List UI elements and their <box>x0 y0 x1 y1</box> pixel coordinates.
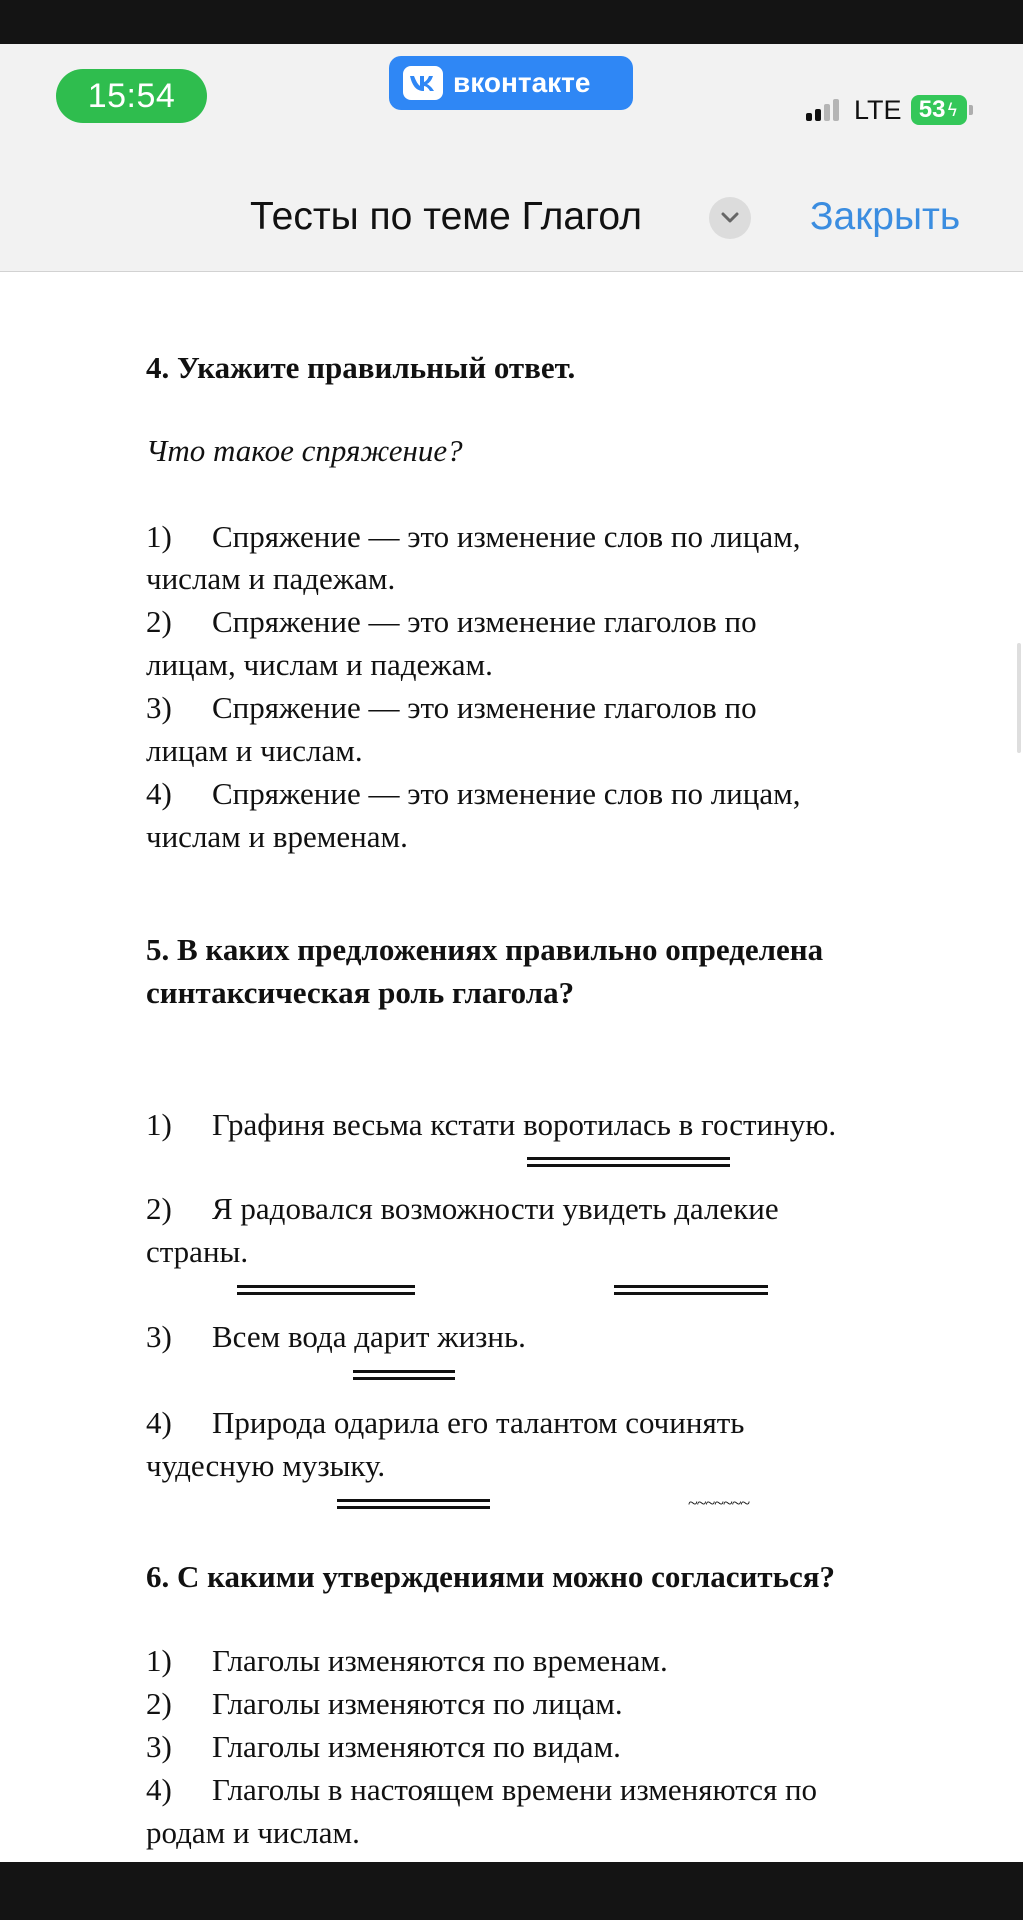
q6-option-4 <box>146 1772 817 1808</box>
option-number: 4) <box>146 776 172 811</box>
option-text: Спряжение — это изменение глаголов по <box>212 604 757 639</box>
q6-option-3 <box>146 1729 621 1765</box>
option-number: 1) <box>146 519 172 554</box>
screen <box>0 44 1023 1862</box>
network-type: LTE <box>854 94 902 125</box>
q6-option-2 <box>146 1686 623 1722</box>
option-text: Спряжение — это изменение слов по лицам, <box>212 776 801 811</box>
q4-option-1 <box>146 519 800 555</box>
option-text: Природа одарила его талантом сочинять <box>212 1405 745 1440</box>
option-number: 3) <box>146 1729 172 1764</box>
predicate-underline <box>237 1285 415 1295</box>
q5-option-4-cont: чудесную музыку. <box>146 1448 386 1483</box>
close-button[interactable]: Закрыть <box>810 195 961 238</box>
test-content <box>0 271 1023 1862</box>
q6-option-1 <box>146 1643 668 1679</box>
vk-logo-icon <box>403 66 443 100</box>
status-time: 15:54 <box>56 69 207 123</box>
q4-option-1-cont: числам и падежам. <box>146 561 396 596</box>
vk-app-label: вконтакте <box>453 67 591 98</box>
option-text: Глаголы изменяются по временам. <box>212 1643 668 1678</box>
option-number: 3) <box>146 1319 172 1354</box>
q5-option-2 <box>146 1191 779 1227</box>
status-indicators <box>806 90 967 130</box>
app-header <box>0 44 1023 272</box>
option-text: Я радовался возможности увидеть далекие <box>212 1191 779 1226</box>
q5-heading-line-1: 5. В каких предложениях правильно определена <box>146 932 824 967</box>
q4-option-4 <box>146 776 800 812</box>
battery-level: 53 <box>918 96 946 123</box>
option-text: Глаголы в настоящем времени изменяются по <box>212 1772 818 1807</box>
q4-heading: 4. Укажите правильный ответ. <box>146 350 576 385</box>
option-number: 1) <box>146 1643 172 1678</box>
q5-option-1 <box>146 1107 836 1143</box>
chevron-down-icon[interactable] <box>709 197 751 239</box>
predicate-underline <box>353 1370 455 1380</box>
wavy-underline: ~~~~~~~ <box>688 1493 750 1513</box>
option-number: 4) <box>146 1405 172 1440</box>
option-text: Глаголы изменяются по лицам. <box>212 1686 623 1721</box>
predicate-underline <box>614 1285 768 1295</box>
option-text: Спряжение — это изменение глаголов по <box>212 690 757 725</box>
q4-option-2 <box>146 604 757 640</box>
option-text: Спряжение — это изменение слов по лицам, <box>212 519 801 554</box>
q5-heading-line-2: синтаксическая роль глагола? <box>146 975 575 1010</box>
option-text: Глаголы изменяются по видам. <box>212 1729 621 1764</box>
q6-heading: 6. С какими утверждениями можно согласиться? <box>146 1559 836 1594</box>
q4-prompt: Что такое спряжение? <box>146 433 463 468</box>
charging-bolt-icon: ϟ <box>946 99 959 121</box>
q6-option-4-cont: родам и числам. <box>146 1815 360 1850</box>
predicate-underline <box>337 1499 490 1509</box>
battery-icon <box>911 95 967 125</box>
q5-option-2-cont: страны. <box>146 1234 249 1269</box>
scrollbar[interactable] <box>1017 643 1021 753</box>
cellular-signal-icon <box>806 99 842 121</box>
option-number: 1) <box>146 1107 172 1142</box>
device-bottom-bezel <box>0 1862 1023 1920</box>
option-number: 2) <box>146 604 172 639</box>
device-top-bezel <box>0 0 1023 44</box>
q5-option-4 <box>146 1405 744 1441</box>
q4-option-3-cont: лицам и числам. <box>146 733 363 768</box>
q4-option-2-cont: лицам, числам и падежам. <box>146 647 493 682</box>
page-title[interactable]: Тесты по теме Глагол <box>250 195 642 238</box>
q4-option-4-cont: числам и временам. <box>146 819 408 854</box>
predicate-underline <box>527 1157 730 1167</box>
option-number: 2) <box>146 1686 172 1721</box>
option-text: Всем вода дарит жизнь. <box>212 1319 526 1354</box>
q4-option-3 <box>146 690 757 726</box>
q5-option-3 <box>146 1319 526 1355</box>
option-number: 3) <box>146 690 172 725</box>
option-number: 4) <box>146 1772 172 1807</box>
vk-app-badge[interactable] <box>389 56 633 110</box>
option-text: Графиня весьма кстати воротилась в гостиную. <box>212 1107 837 1142</box>
option-number: 2) <box>146 1191 172 1226</box>
